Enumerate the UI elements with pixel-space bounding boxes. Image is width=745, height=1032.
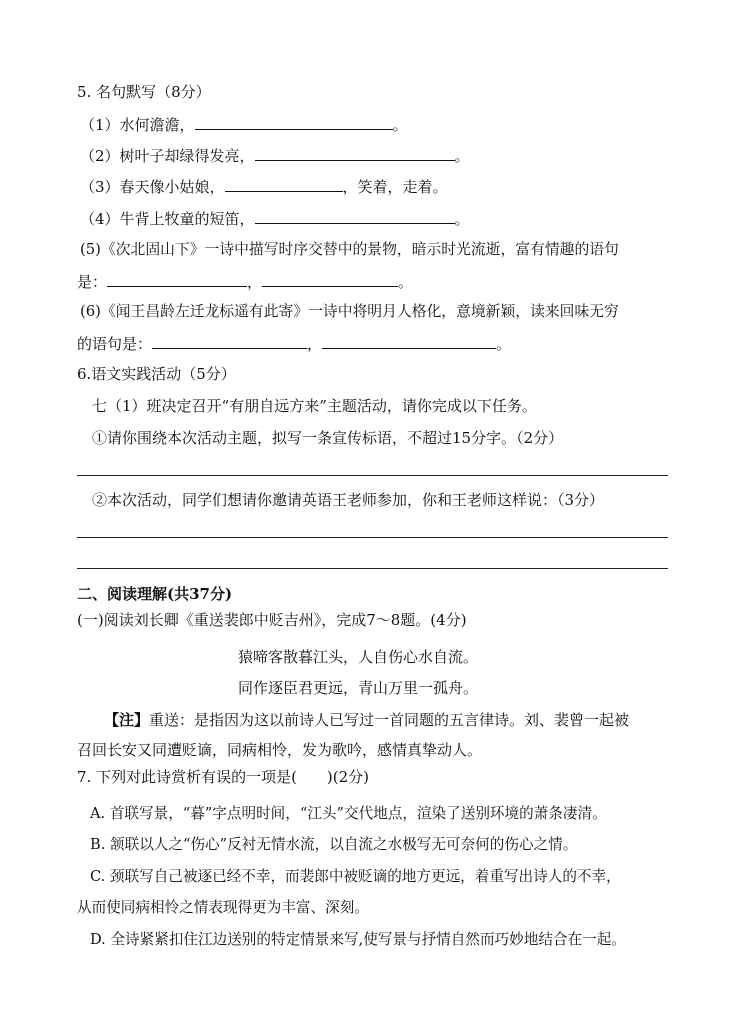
punct: 。	[454, 147, 470, 165]
answer-line[interactable]	[77, 537, 668, 538]
q6-task-1: ①请你围绕本次活动主题，拟写一条宣传标语，不超过15分字。（2分）	[92, 429, 564, 447]
q7-option-d: D. 全诗紧紧扣住江边送别的特定情景来写,使写景与抒情自然而巧妙地结合在一起。	[90, 931, 626, 948]
answer-blank[interactable]	[262, 271, 398, 287]
q5-line-1	[80, 114, 408, 135]
q5-line-3-prompt: （3）春天像小姑娘，	[80, 178, 225, 196]
q7-option-c-line-2: 从而使同病相怜之情表现得更为丰富、深刻。	[77, 899, 369, 916]
q5-line-1-prompt: （1）水何澹澹，	[80, 116, 195, 134]
note-text-a: 重送：是指因为这以前诗人已写过一首同题的五言律诗。刘、裴曾一起被	[149, 711, 630, 729]
q5-line-2-prompt: （2）树叶子却绿得发亮，	[80, 147, 255, 165]
q6-intro: 七（1）班决定召开“有朋自远方来”主题活动，请你完成以下任务。	[92, 397, 537, 415]
q5-line-6b	[77, 333, 511, 354]
punct: ，	[247, 273, 263, 291]
punct: 。	[454, 210, 470, 228]
q7-option-b: B. 颔联以人之“伤心”反衬无情水流，以自流之水极写无可奈何的伤心之情。	[90, 836, 578, 853]
q5-line-4	[80, 208, 470, 229]
poem-note-line-2: 召回长安又同遭贬谪，同病相怜，发为歌吟，感情真挚动人。	[77, 741, 483, 759]
note-tag: 【注】	[104, 711, 150, 729]
q7-option-c-line-1: C. 颈联写自己被逐已经不幸，而裴郎中被贬谪的地方更远，着重写出诗人的不幸，	[90, 868, 621, 885]
q5-line-5a: (5)《次北固山下》一诗中描写时序交替中的景物，暗示时光流逝，富有情趣的语句	[80, 241, 619, 258]
answer-blank[interactable]	[107, 271, 247, 287]
q5-line-6b-prefix: 的语句是：	[77, 335, 153, 353]
section-2-title: 二、阅读理解(共37分)	[77, 585, 233, 603]
q7-option-a: A. 首联写景，“暮”字点明时间，“江头”交代地点，渲染了送别环境的萧条凄清。	[90, 805, 607, 822]
q5-line-3-suffix: ，笑着，走着。	[342, 178, 448, 196]
punct: 。	[398, 273, 414, 291]
q5-line-5b	[77, 271, 413, 292]
answer-blank[interactable]	[195, 114, 393, 130]
answer-blank[interactable]	[152, 333, 307, 349]
answer-line[interactable]	[77, 568, 668, 569]
poem-line-1: 猿啼客散暮江头，人自伤心水自流。	[238, 648, 479, 666]
q5-line-5b-prefix: 是：	[77, 273, 108, 291]
q5-line-2	[80, 145, 470, 166]
q5-line-6a: (6)《闻王昌龄左迁龙标遥有此寄》一诗中将明月人格化，意境新颖，读来回味无穷	[80, 303, 619, 320]
section-2-subtitle: (一)阅读刘长卿《重送裴郎中贬吉州》，完成7～8题。(4分)	[77, 611, 467, 629]
answer-blank[interactable]	[225, 176, 343, 192]
q7-stem: 7. 下列对此诗赏析有误的一项是( )(2分)	[77, 768, 370, 786]
q6-title: 6.语文实践活动（5分）	[77, 365, 236, 383]
punct: 。	[392, 116, 408, 134]
poem-line-2: 同作逐臣君更远，青山万里一孤舟。	[238, 679, 479, 697]
q5-line-3	[80, 176, 448, 197]
answer-blank[interactable]	[255, 145, 455, 161]
answer-line[interactable]	[77, 475, 668, 476]
q5-line-4-prompt: （4）牛背上牧童的短笛，	[80, 210, 255, 228]
punct: ，	[307, 335, 323, 353]
poem-note-line-1	[104, 710, 629, 730]
q5-title: 5. 名句默写（8分）	[77, 83, 211, 101]
answer-blank[interactable]	[322, 333, 496, 349]
answer-blank[interactable]	[255, 208, 455, 224]
punct: 。	[496, 335, 512, 353]
q6-task-2: ②本次活动，同学们想请你邀请英语王老师参加，你和王老师这样说：（3分）	[92, 491, 605, 509]
